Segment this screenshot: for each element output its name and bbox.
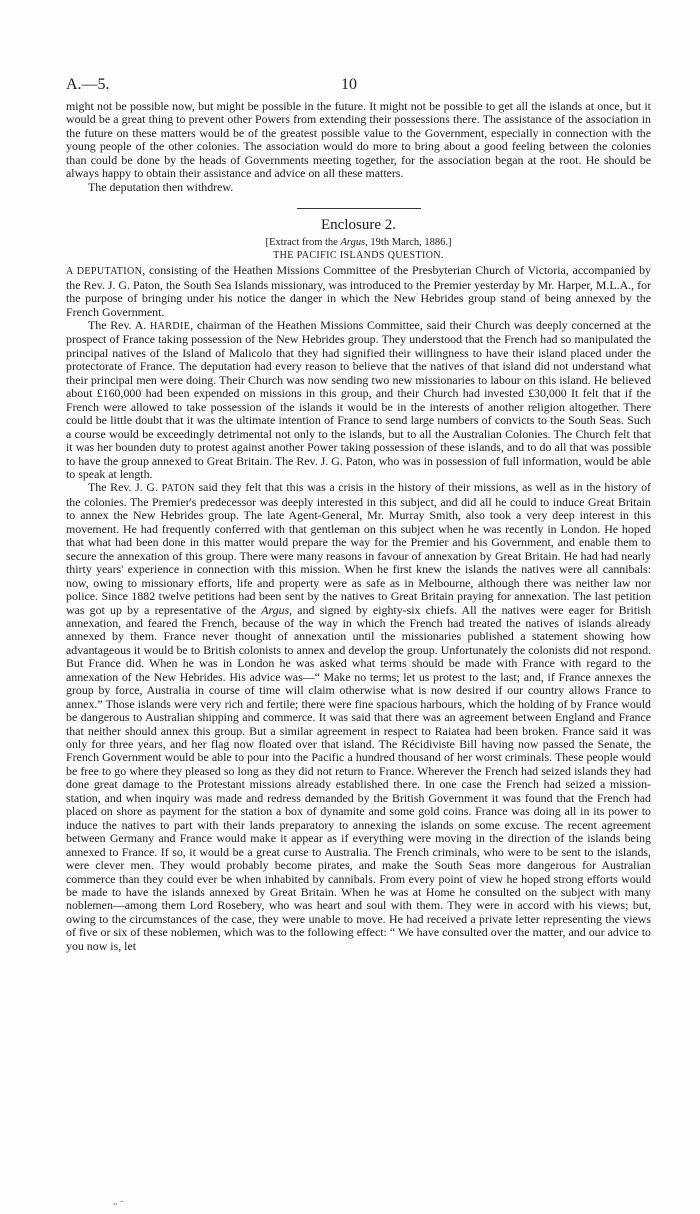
enclosure-title: Enclosure 2.: [321, 217, 396, 234]
paton-paper: Argus: [261, 602, 290, 617]
article-subtitle: [66, 249, 651, 262]
extract-paper: Argus: [340, 237, 366, 249]
extract-prefix: [Extract from the: [265, 237, 341, 249]
extract-suffix: , 19th March, 1886.]: [365, 237, 452, 249]
paton-text-b: , and signed by eighty-six chiefs. All the natives were eager for British annexation, and feared the French, because of the way in which the French had treated the natives of islands already annexed by them. France never thought of annexation until the missionaries published a statement showing how advantageous it would be to British colonists to annex and develop the group. Unfortunately the colonists did not respond. But France did. When he was in London he was asked what terms should be made with France with regard to the annexation of the New Hebrides. His advice was—“ Make no terms; let us protest to the last; and, if France annexes the group by force, Australia in course of time will claim otherwise what is now desired if our country allows France to annex.” Those islands were very rich and fertile; there were fine spacious harbours, which the holding of by France would be dangerous to Australian shipping and commerce. It was said that there was an agreement between England and France that neither should annex this group. But a similar agreement in respect to Raiatea had been broken. France said it was only for three years, and her flag now floated over that island. The Récidiviste Bill having now passed the Senate, the French Government would be able to pour into the Pacific a hundred thousand of her worst criminals. These people would be free to go where they pleased so long as they did not return to France. Wherever the French had seized islands they had done great damage to the Protestant missions already established there. In one case the French had seized a mission-station, and when inquiry was made and redress demanded by the British Government it was found that the French had placed on shore as payment for the station a box of dynamite and some gold coins. France was doing all in its power to induce the natives to part with their lands preparatory to annexing the islands on some excuse. The recent agreement between Germany and France would make it appear as if everything were moving in the direction of the islands being annexed to France. If so, it would be a great curse to Australia. The French criminals, who were to be sent to the islands, were clever men. They would probably become pirates, and make the South Seas more dangerous for Australian commerce than they could ever be when inhabited by cannibals. From every point of view he hoped strong efforts would be made to have the islands annexed by Great Britain. When he was at Home he consulted on the subject with many noblemen—among them Lord Rosebery, who was heart and soul with them. They were in accord with his views; but, owing to the circumstances of the case, they were unable to move. He had received a private letter representing the views of five or six of these noblemen, which was to the following effect: “ We have consulted over the matter, and our advice to you now is, let: [66, 602, 651, 953]
section-divider: [297, 208, 421, 209]
document-page: [66, 0, 651, 953]
footer-mark: „ -: [113, 1196, 124, 1207]
intro-paragraph: might not be possible now, but might be possible in the future. It might not be possible to get all the islands at once, but it would be a great thing to prevent other Powers from extending their possessions there. The assistance of the association in the future on these matters would be of the greatest possible value to the Government, especially in connection with the young people of the other colonies. The association would do more to bring about a good feeling between the colonies than could be done by the heads of Governments meeting together, for the association began at the root. He should be always happy to obtain their assistance and advice on all these matters.: [66, 99, 651, 181]
paragraph-paton: [66, 481, 651, 953]
hardie-name: HARDIE: [150, 320, 191, 332]
deputation-text: , consisting of the Heathen Missions Committee of the Presbyterian Church of Victoria, accompanied by the Rev. J. G. Paton, the South Sea Islands missionary, was introduced to the Premier yesterday by Mr. Harper, M.L.A., for the purpose of bringing under his notice the danger in which the New Hebrides group stand of being annexed by the French Government.: [66, 263, 652, 319]
article-subtitle-text: THE PACIFIC ISLANDS QUESTION.: [273, 250, 444, 262]
paton-prefix: The Rev. J. G.: [88, 480, 162, 495]
page-header: [66, 70, 651, 100]
page-number: 10: [341, 76, 357, 93]
paragraph-deputation: [66, 264, 651, 319]
paton-text-a: said they felt that this was a crisis in the history of their missions, as well as in the history of the colonies. The Premier's predecessor was deeply interested in this subject, and did all he could to induce Great Britain to annex the New Hebrides group. The late Agent-General, Mr. Murray Smith, also took a very deep interest in this movement. He had frequently conferred with that gentleman on this subject when he was recently in London. He hoped that what had been done in this matter would prepare the way for the Premier and his Government, and enable them to secure the annexation of this group. There were many reasons in favour of annexation by Great Britain. He had had nearly thirty years' experience in connection with this mission. When he first knew the islands the natives were all cannibals: now, owing to missionary efforts, life and property were as safe as in Melbourne, although there was neither law nor police. Since 1882 twelve petitions had been sent by the natives to Great Britain praying for annexation. The last petition was got up by a representative of the: [66, 480, 652, 617]
hardie-text: , chairman of the Heathen Missions Committee, said their Church was deeply concerned at the prospect of France taking possession of the New Hebrides group. They understood that the French had so manipulated the principal natives of the Island of Malicolo that they had signified their willingness to have their island placed under the protectorate of France. The deputation had every reason to believe that the natives of that island did not understand what their principal men were doing. Their Church was now sending two new missionaries to labour on this island. He believed about £160,000 had been expended on missions in this group, and their Church had invested £30,000 It felt that if the French were allowed to take possession of the islands it would be in the interests of another religion altogether. There could be little doubt that it was the ultimate intention of France to send large numbers of convicts to the South Seas. Such a course would be exceedingly detrimental not only to the islands, but to all the Australian Colonies. The Church felt that it was her bounden duty to protest against another Power taking possession of these islands, and to do all that was possible to have the group annexed to Great Britain. The Rev. J. G. Paton, who was in possession of full information, would be able to speak at length.: [66, 317, 651, 481]
paragraph-hardie: [66, 319, 651, 481]
paton-name: PATON: [161, 483, 195, 495]
hardie-prefix: The Rev. A.: [88, 317, 151, 332]
document-reference: A.—5.: [66, 76, 110, 93]
extract-source: [66, 236, 651, 249]
deputation-lead: A DEPUTATION: [66, 266, 143, 278]
withdrew-paragraph: The deputation then withdrew.: [88, 179, 234, 194]
